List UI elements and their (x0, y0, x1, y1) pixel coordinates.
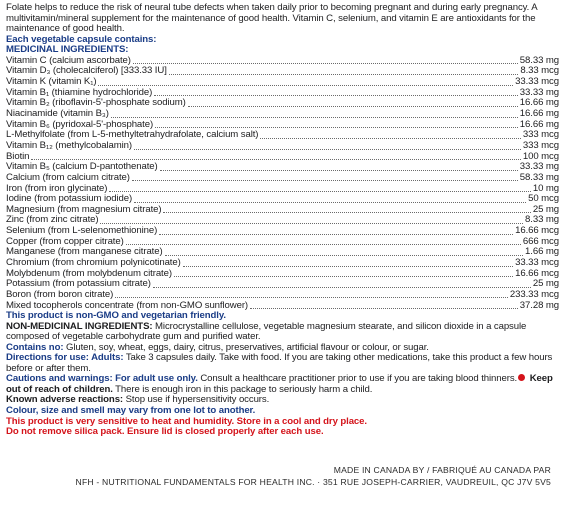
nonmed-label: NON-MEDICINAL INGREDIENTS: (6, 320, 153, 332)
ingredient-amount: 16.66 mcg (515, 267, 559, 279)
ingredient-name: Chromium (from chromium polynicotinate) (6, 257, 181, 268)
iron-warning: There is enough iron in this package to seriously harm a child. (112, 383, 373, 395)
dot-leader (109, 190, 530, 192)
ingredient-name: Vitamin C (calcium ascorbate) (6, 54, 131, 66)
ingredient-amount: 58.33 mg (519, 54, 559, 66)
ingredient-amount: 10 mg (532, 182, 559, 194)
ingredient-amount: 333 mcg (522, 139, 559, 151)
ingredient-amount: 58.33 mg (519, 171, 559, 183)
ingredient-name: Niacinamide (vitamin B₃) (6, 108, 109, 120)
ingredient-name: Boron (from boron citrate) (6, 288, 114, 300)
nongmo-statement: This product is non-GMO and vegetarian friendly. (6, 310, 226, 322)
ingredient-name: Vitamin B₁ (thiamine hydrochloride) (6, 86, 153, 98)
dot-leader (174, 275, 513, 277)
dot-leader (160, 169, 518, 171)
dot-leader (31, 158, 520, 160)
ingredient-amount: 1.66 mg (525, 246, 559, 258)
dot-leader (153, 286, 531, 288)
ingredient-name: Zinc (from zinc citrate) (6, 214, 99, 226)
ingredient-amount: 16.66 mg (519, 108, 559, 120)
directions-text: Take 3 capsules daily. Take with food. If you are taking other medications, take this product a few hours before or after them. (6, 352, 553, 374)
footer-line-2: NFH - NUTRITIONAL FUNDAMENTALS FOR HEALTH INC. · 351 RUE JOSEPH-CARRIER, VAUDREUIL, QC J7V 5V5 (75, 477, 551, 487)
ingredient-name: Vitamin B₆ (pyridoxal-5'-phosphate) (6, 118, 154, 130)
ingredient-amount: 16.66 mg (519, 118, 559, 130)
capsule-heading: Each vegetable capsule contains: (6, 33, 157, 45)
footer-line-1: MADE IN CANADA BY / FABRIQUÉ AU CANADA PAR (333, 465, 551, 475)
cautions-text: Consult a healthcare practitioner prior to use if you are taking blood thinners. (197, 373, 518, 385)
heat-note: This product is very sensitive to heat and humidity. Store in a cool and dry place. (6, 415, 367, 427)
ingredient-name: Vitamin B₁₂ (methylcobalamin) (6, 139, 132, 151)
ingredient-name: Vitamin D₃ (cholecalciferol) [333.33 IU] (6, 65, 167, 77)
adverse-text: Stop use if hypersensitivity occurs. (123, 394, 270, 406)
warning-dot-icon (518, 374, 525, 381)
ingredient-amount: 333 mcg (522, 129, 559, 141)
dot-leader (100, 222, 523, 224)
ingredient-row (6, 258, 559, 269)
dot-leader (133, 62, 518, 64)
ingredient-name: Iodine (from potassium iodide) (6, 193, 133, 205)
ingredient-row (6, 290, 559, 301)
directions-label: Directions for use: Adults: (6, 352, 124, 364)
ingredient-name: Potassium (from potassium citrate) (6, 278, 151, 290)
ingredient-amount: 33.33 mcg (515, 257, 559, 268)
adverse-label: Known adverse reactions: (6, 394, 124, 406)
ingredient-name: Vitamin B₂ (riboflavin-5'-phosphate sodium) (6, 97, 186, 109)
ingredient-amount: 25 mg (532, 203, 559, 215)
keep-out-text: Keep out of reach of children. (6, 373, 553, 395)
dot-leader (260, 137, 520, 139)
cautions-label: Cautions and warnings: For adult use only. (6, 373, 198, 385)
ingredient-amount: 25 mg (532, 278, 559, 290)
dot-leader (169, 73, 519, 75)
ingredient-name: Mixed tocopherols concentrate (from non-GMO sunflower) (6, 299, 249, 311)
ingredient-name: Biotin (6, 150, 30, 162)
dot-leader (155, 126, 518, 128)
ingredient-name: Vitamin B₅ (calcium D-pantothenate) (6, 161, 158, 173)
dot-leader (115, 296, 508, 298)
ingredient-list (6, 56, 559, 311)
medicinal-heading: MEDICINAL INGREDIENTS: (6, 44, 129, 56)
dot-leader (183, 265, 513, 267)
ingredient-name: Copper (from copper citrate) (6, 235, 124, 247)
ingredient-name: Magnesium (from magnesium citrate) (6, 203, 162, 215)
nonmed-text: Microcrystalline cellulose, vegetable magnesium stearate, and silicon dioxide in a capsule composed of vegetable carbohydrate gum and purified water. (6, 320, 527, 343)
dot-leader (111, 116, 518, 118)
ingredient-row (6, 109, 559, 120)
ingredient-amount: 33.33 mg (519, 161, 559, 173)
contains-text: Gluten, soy, wheat, eggs, dairy, citrus, preservatives, artificial flavour or colour, or sugar. (63, 341, 429, 353)
ingredient-amount: 233.33 mcg (509, 288, 559, 300)
dot-leader (134, 148, 521, 150)
dot-leader (132, 179, 518, 181)
dot-leader (250, 307, 518, 309)
intro-text: Folate helps to reduce the risk of neural tube defects when taken daily prior to becoming pregnant and during early pregnancy. A multivitamin/mineral supplement for the maintenance of good health. Vitamin C, selenium, and vitamin E are antioxidants for the maintenance of good health. (6, 2, 538, 35)
dot-leader (165, 254, 523, 256)
ingredient-row (6, 141, 559, 152)
dot-leader (159, 233, 513, 235)
ingredient-name: Selenium (from L-selenomethionine) (6, 225, 158, 237)
ingredient-amount: 50 mcg (528, 193, 559, 205)
ingredient-amount: 16.66 mcg (515, 225, 559, 237)
ingredient-amount: 33.33 mcg (515, 76, 559, 88)
dot-leader (134, 201, 526, 203)
ingredient-name: Calcium (from calcium citrate) (6, 171, 130, 183)
dot-leader (126, 243, 521, 245)
ingredient-amount: 8.33 mcg (520, 65, 559, 77)
manufacturer-footer (76, 464, 551, 488)
dot-leader (98, 84, 513, 86)
ingredient-row (6, 173, 559, 184)
colour-note: Colour, size and smell may vary from one lot to another. (6, 405, 256, 417)
dot-leader (154, 94, 518, 96)
ingredient-amount: 8.33 mg (525, 214, 559, 226)
directions (6, 353, 559, 374)
ingredient-amount: 16.66 mg (519, 97, 559, 109)
ingredient-amount: 37.28 mg (519, 299, 559, 311)
contains-label: Contains no: (6, 341, 64, 353)
ingredient-amount: 666 mcg (522, 235, 559, 247)
ingredient-name: Iron (from iron glycinate) (6, 182, 108, 194)
ingredient-name: Molybdenum (from molybdenum citrate) (6, 267, 172, 279)
dot-leader (163, 211, 530, 213)
ingredient-amount: 100 mcg (522, 150, 559, 162)
silica-note: Do not remove silica pack. Ensure lid is closed properly after each use. (6, 426, 324, 438)
nonmedicinal-ingredients (6, 322, 559, 343)
ingredient-name: L-Methylfolate (from L-5-methyltetrahydrafolate, calcium salt) (6, 129, 259, 141)
dot-leader (188, 105, 518, 107)
ingredient-name: Manganese (from manganese citrate) (6, 246, 163, 258)
ingredient-amount: 33.33 mg (519, 86, 559, 98)
cautions (6, 374, 559, 395)
ingredient-name: Vitamin K (vitamin K₁) (6, 76, 97, 88)
